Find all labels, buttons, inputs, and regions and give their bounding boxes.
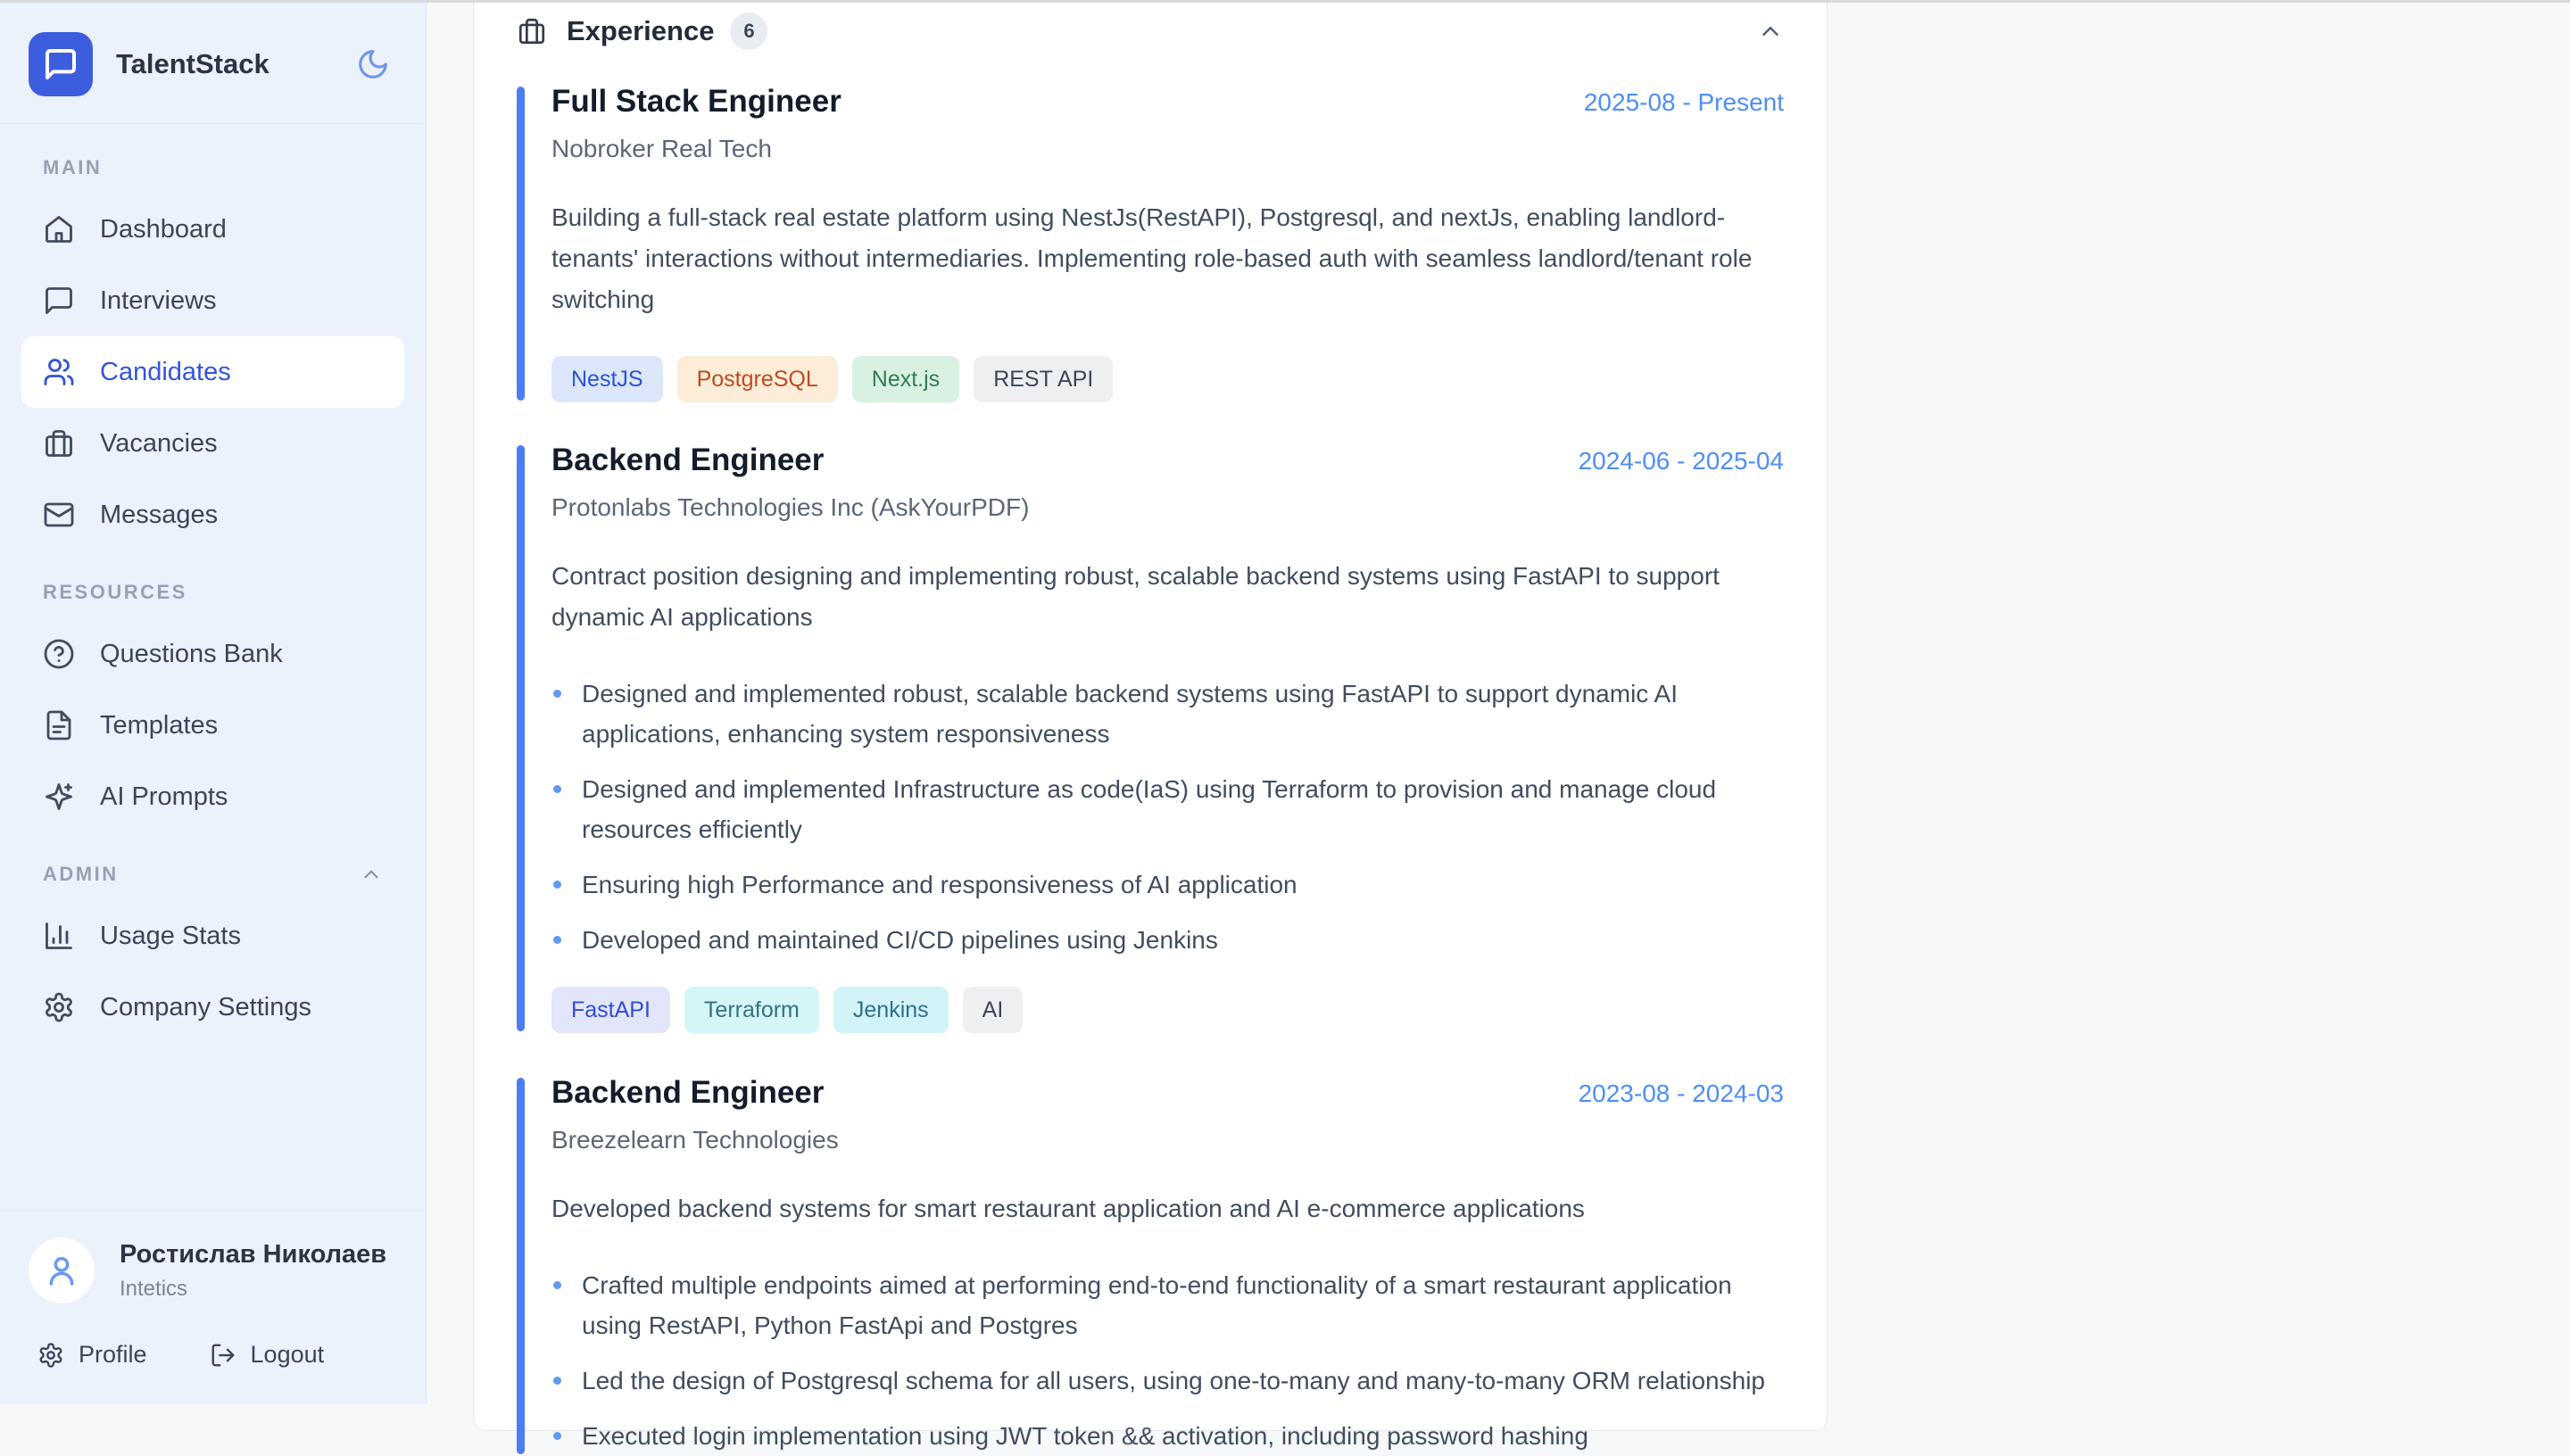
job-company: Nobroker Real Tech — [551, 135, 772, 162]
profile-button[interactable] — [37, 1341, 147, 1369]
sidebar-item-questions-bank[interactable] — [21, 618, 404, 690]
sidebar-item-templates[interactable] — [21, 690, 404, 761]
sidebar-item-interviews[interactable] — [21, 265, 404, 336]
viewport-top-divider — [0, 0, 2570, 3]
job-summary: Developed backend systems for smart restaurant application and AI e-commerce applications — [551, 1195, 1585, 1222]
mail-icon — [43, 499, 75, 531]
section-label-main: MAIN — [43, 156, 103, 178]
bullet-item: Ensuring high Performance and responsiveness of AI application — [551, 864, 1784, 905]
sidebar — [0, 0, 427, 1404]
experience-entry — [517, 1074, 1784, 1456]
sidebar-item-label: AI Prompts — [100, 782, 228, 811]
sidebar-item-label: Templates — [100, 710, 219, 740]
job-company: Protonlabs Technologies Inc (AskYourPDF) — [551, 493, 1030, 521]
sidebar-item-ai-prompts[interactable] — [21, 761, 404, 832]
job-title: Backend Engineer — [551, 443, 825, 477]
logout-label: Logout — [250, 1341, 325, 1368]
sidebar-item-company-settings[interactable] — [21, 972, 404, 1043]
sidebar-item-label: Messages — [100, 500, 219, 529]
users-icon — [43, 356, 75, 388]
home-icon — [43, 213, 75, 245]
experience-entry — [517, 83, 1784, 402]
user-block[interactable] — [0, 1210, 426, 1303]
sidebar-item-label: Dashboard — [100, 214, 227, 244]
section-label-resources: RESOURCES — [43, 581, 187, 603]
help-circle-icon — [43, 638, 75, 670]
experience-header — [517, 8, 1784, 54]
sidebar-item-messages[interactable] — [21, 479, 404, 550]
sidebar-item-label: Questions Bank — [100, 639, 283, 668]
sidebar-item-label: Company Settings — [100, 992, 311, 1022]
sidebar-item-usage-stats[interactable] — [21, 900, 404, 972]
bullet-item: Developed and maintained CI/CD pipelines using Jenkins — [551, 920, 1784, 960]
sidebar-item-vacancies[interactable] — [21, 408, 404, 479]
experience-entry — [517, 442, 1784, 1033]
job-bullets — [551, 674, 1784, 960]
bar-chart-icon — [43, 920, 75, 952]
sidebar-item-label: Candidates — [100, 357, 231, 386]
profile-label: Profile — [79, 1341, 147, 1368]
skill-tag: AI — [963, 987, 1024, 1033]
skill-tags — [551, 987, 1784, 1033]
job-summary: Building a full-stack real estate platform using NestJs(RestAPI), Postgresql, and nextJs, enabling landlord-tenants' interactions without intermediaries. Implementing role-based auth with seamless landlord/tenant role switching — [551, 203, 1753, 313]
count-badge: 6 — [730, 12, 767, 50]
section-title: Experience — [567, 15, 715, 46]
bullet-item: Designed and implemented robust, scalable backend systems using FastAPI to support dynamic AI applications, enhancing system responsiveness — [551, 674, 1784, 754]
sidebar-bottom — [0, 1210, 426, 1404]
bullet-item: Executed login implementation using JWT token && activation, including password hashing — [551, 1416, 1784, 1456]
section-label-admin: ADMIN — [21, 863, 404, 886]
brand-name: TalentStack — [116, 48, 269, 79]
chevron-up-icon[interactable] — [360, 863, 383, 886]
job-period: 2024-06 - 2025-04 — [1578, 447, 1784, 475]
skill-tag: Next.js — [852, 356, 959, 402]
user-company: Intetics — [120, 1276, 188, 1301]
log-out-icon — [210, 1342, 236, 1369]
job-title: Full Stack Engineer — [551, 84, 841, 119]
job-period: 2025-08 - Present — [1583, 88, 1784, 116]
moon-icon[interactable] — [356, 47, 390, 81]
bullet-item: Led the design of Postgresql schema for all users, using one-to-many and many-to-many ORM relationship — [551, 1361, 1784, 1401]
sidebar-item-label: Interviews — [100, 285, 217, 315]
entry-head — [551, 442, 1784, 479]
job-title: Backend Engineer — [551, 1075, 825, 1110]
skill-tag: Jenkins — [833, 987, 949, 1033]
gear-icon — [43, 991, 75, 1023]
sparkles-icon — [43, 781, 75, 813]
skill-tag: Terraform — [684, 987, 819, 1033]
briefcase-icon — [43, 427, 75, 459]
skill-tag: PostgreSQL — [677, 356, 838, 402]
sidebar-footer — [0, 1303, 426, 1404]
chat-bubble-icon — [43, 285, 75, 317]
skill-tag: REST API — [974, 356, 1113, 402]
experience-card — [473, 0, 1828, 1450]
sidebar-item-label: Vacancies — [100, 428, 218, 458]
job-period: 2023-08 - 2024-03 — [1578, 1080, 1784, 1107]
briefcase-icon — [517, 16, 547, 46]
main-area — [427, 0, 2570, 1450]
gear-icon — [37, 1342, 64, 1369]
skill-tag: FastAPI — [551, 987, 670, 1033]
entry-head — [551, 83, 1784, 120]
entry-head — [551, 1074, 1784, 1112]
sidebar-item-label: Usage Stats — [100, 921, 241, 950]
sidebar-brand-row — [0, 0, 426, 123]
sidebar-item-candidates[interactable] — [21, 336, 404, 408]
job-summary: Contract position designing and implementing robust, scalable backend systems using FastAPI to support dynamic AI applications — [551, 562, 1720, 631]
job-company: Breezelearn Technologies — [551, 1126, 839, 1154]
skill-tags — [551, 356, 1784, 402]
chevron-up-icon[interactable] — [1757, 18, 1784, 45]
file-text-icon — [43, 709, 75, 741]
job-bullets — [551, 1265, 1784, 1456]
app-logo-chat-icon — [29, 32, 93, 96]
avatar — [29, 1237, 95, 1303]
logout-button[interactable] — [210, 1341, 325, 1369]
skill-tag: NestJS — [551, 356, 663, 402]
sidebar-item-dashboard[interactable] — [21, 194, 404, 265]
bullet-item: Designed and implemented Infrastructure as code(IaS) using Terraform to provision and manage cloud resources efficiently — [551, 769, 1784, 849]
user-name: Ростислав Николаев — [120, 1239, 387, 1269]
bullet-item: Crafted multiple endpoints aimed at performing end-to-end functionality of a smart restaurant application using RestAPI, Python FastApi and Postgres — [551, 1265, 1784, 1345]
sidebar-nav — [0, 124, 426, 1043]
